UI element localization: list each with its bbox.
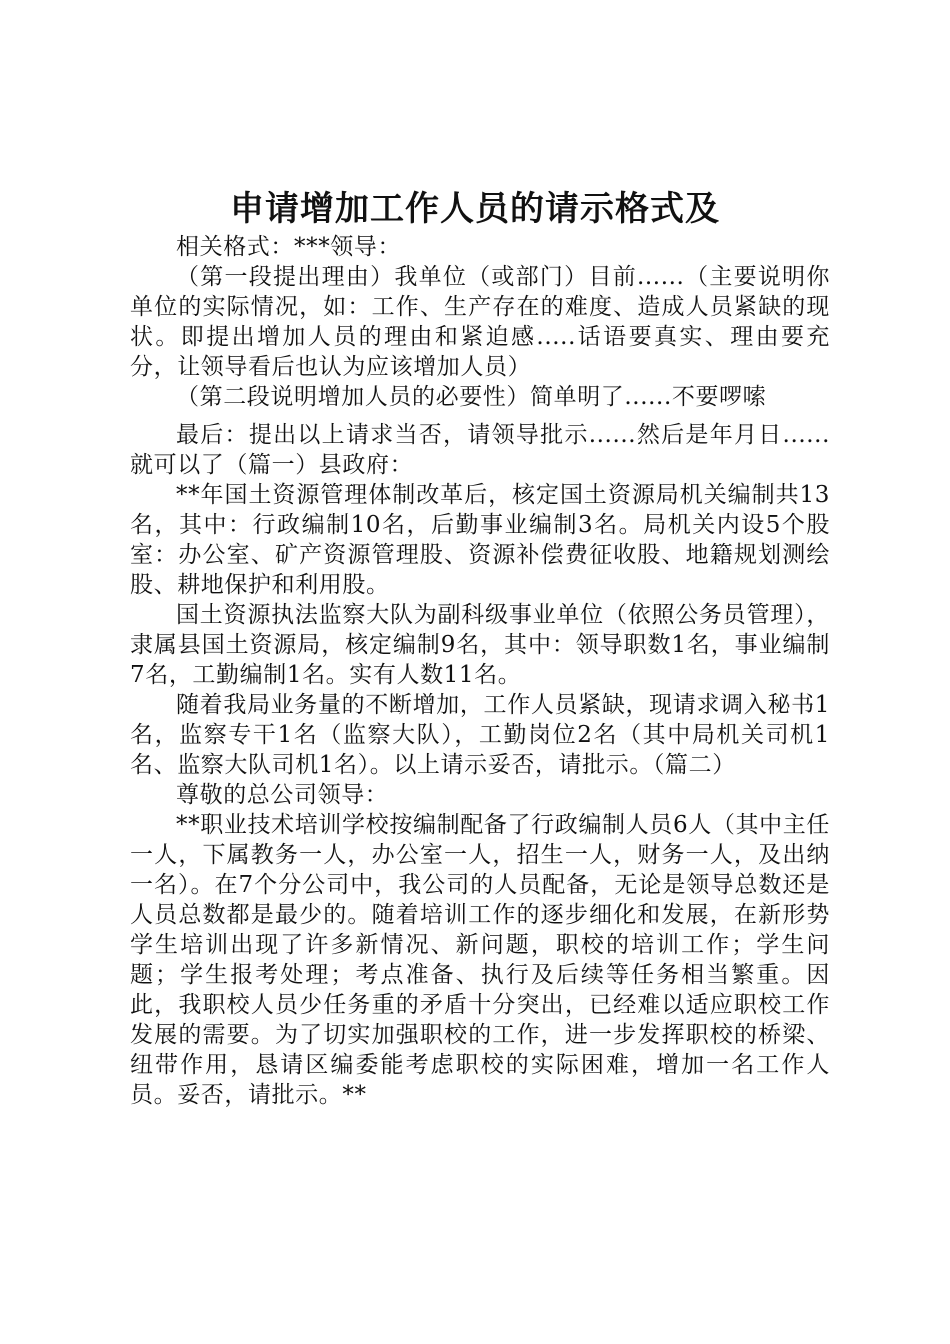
paragraph-reason: （第一段提出理由）我单位（或部门）目前......（主要说明你单位的实际情况，如：工作、生产存在的难度、造成人员紧缺的现状。即提出增加人员的理由和紧迫感.....话语要真实、理由要充分，让领导看后也认为应该增加人员） bbox=[130, 264, 830, 380]
paragraph-format-salutation: 相关格式：***领导： bbox=[176, 234, 402, 260]
paragraph-supervision-team: 国土资源执法监察大队为副科级事业单位（依照公务员管理），隶属县国土资源局，核定编制9名，其中：领导职数1名，事业编制7名，工勤编制1名。实有人数11名。 bbox=[130, 602, 830, 688]
paragraph-closing: 最后：提出以上请求当否，请领导批示......然后是年月日......就可以了（篇一）县政府： bbox=[130, 422, 830, 478]
paragraph-staffing-reform: **年国土资源管理体制改革后，核定国土资源局机关编制共13名，其中：行政编制10名，后勤事业编制3名。局机关内设5个股室：办公室、矿产资源管理股、资源补偿费征收股、地籍规划测绘股、耕地保护和利用股。 bbox=[130, 482, 830, 598]
paragraph-salutation-company: 尊敬的总公司领导： bbox=[176, 782, 389, 808]
paragraph-request: 随着我局业务量的不断增加，工作人员紧缺，现请求调入秘书1名，监察专干1名（监察大队），工勤岗位2名（其中局机关司机1名、监察大队司机1名）。以上请示妥否，请批示。（篇二） bbox=[130, 692, 830, 778]
document-title: 申请增加工作人员的请示格式及 bbox=[230, 189, 720, 229]
document-body bbox=[130, 232, 830, 1110]
paragraph-school-request: **职业技术培训学校按编制配备了行政编制人员6人（其中主任一人，下属教务一人，办公室一人，招生一人，财务一人，及出纳一名）。在7个分公司中，我公司的人员配备，无论是领导总数还是人员总数都是最少的。随着培训工作的逐步细化和发展，在新形势学生培训出现了许多新情况、新问题，职校的培训工作；学生问题；学生报考处理；考点准备、执行及后续等任务相当繁重。因此，我职校人员少任务重的矛盾十分突出，已经难以适应职校工作发展的需要。为了切实加强职校的工作，进一步发挥职校的桥梁、纽带作用，恳请区编委能考虑职校的实际困难，增加一名工作人员。妥否，请批示。** bbox=[130, 812, 830, 1108]
paragraph-necessity: （第二段说明增加人员的必要性）简单明了......不要啰嗦 bbox=[176, 384, 767, 410]
